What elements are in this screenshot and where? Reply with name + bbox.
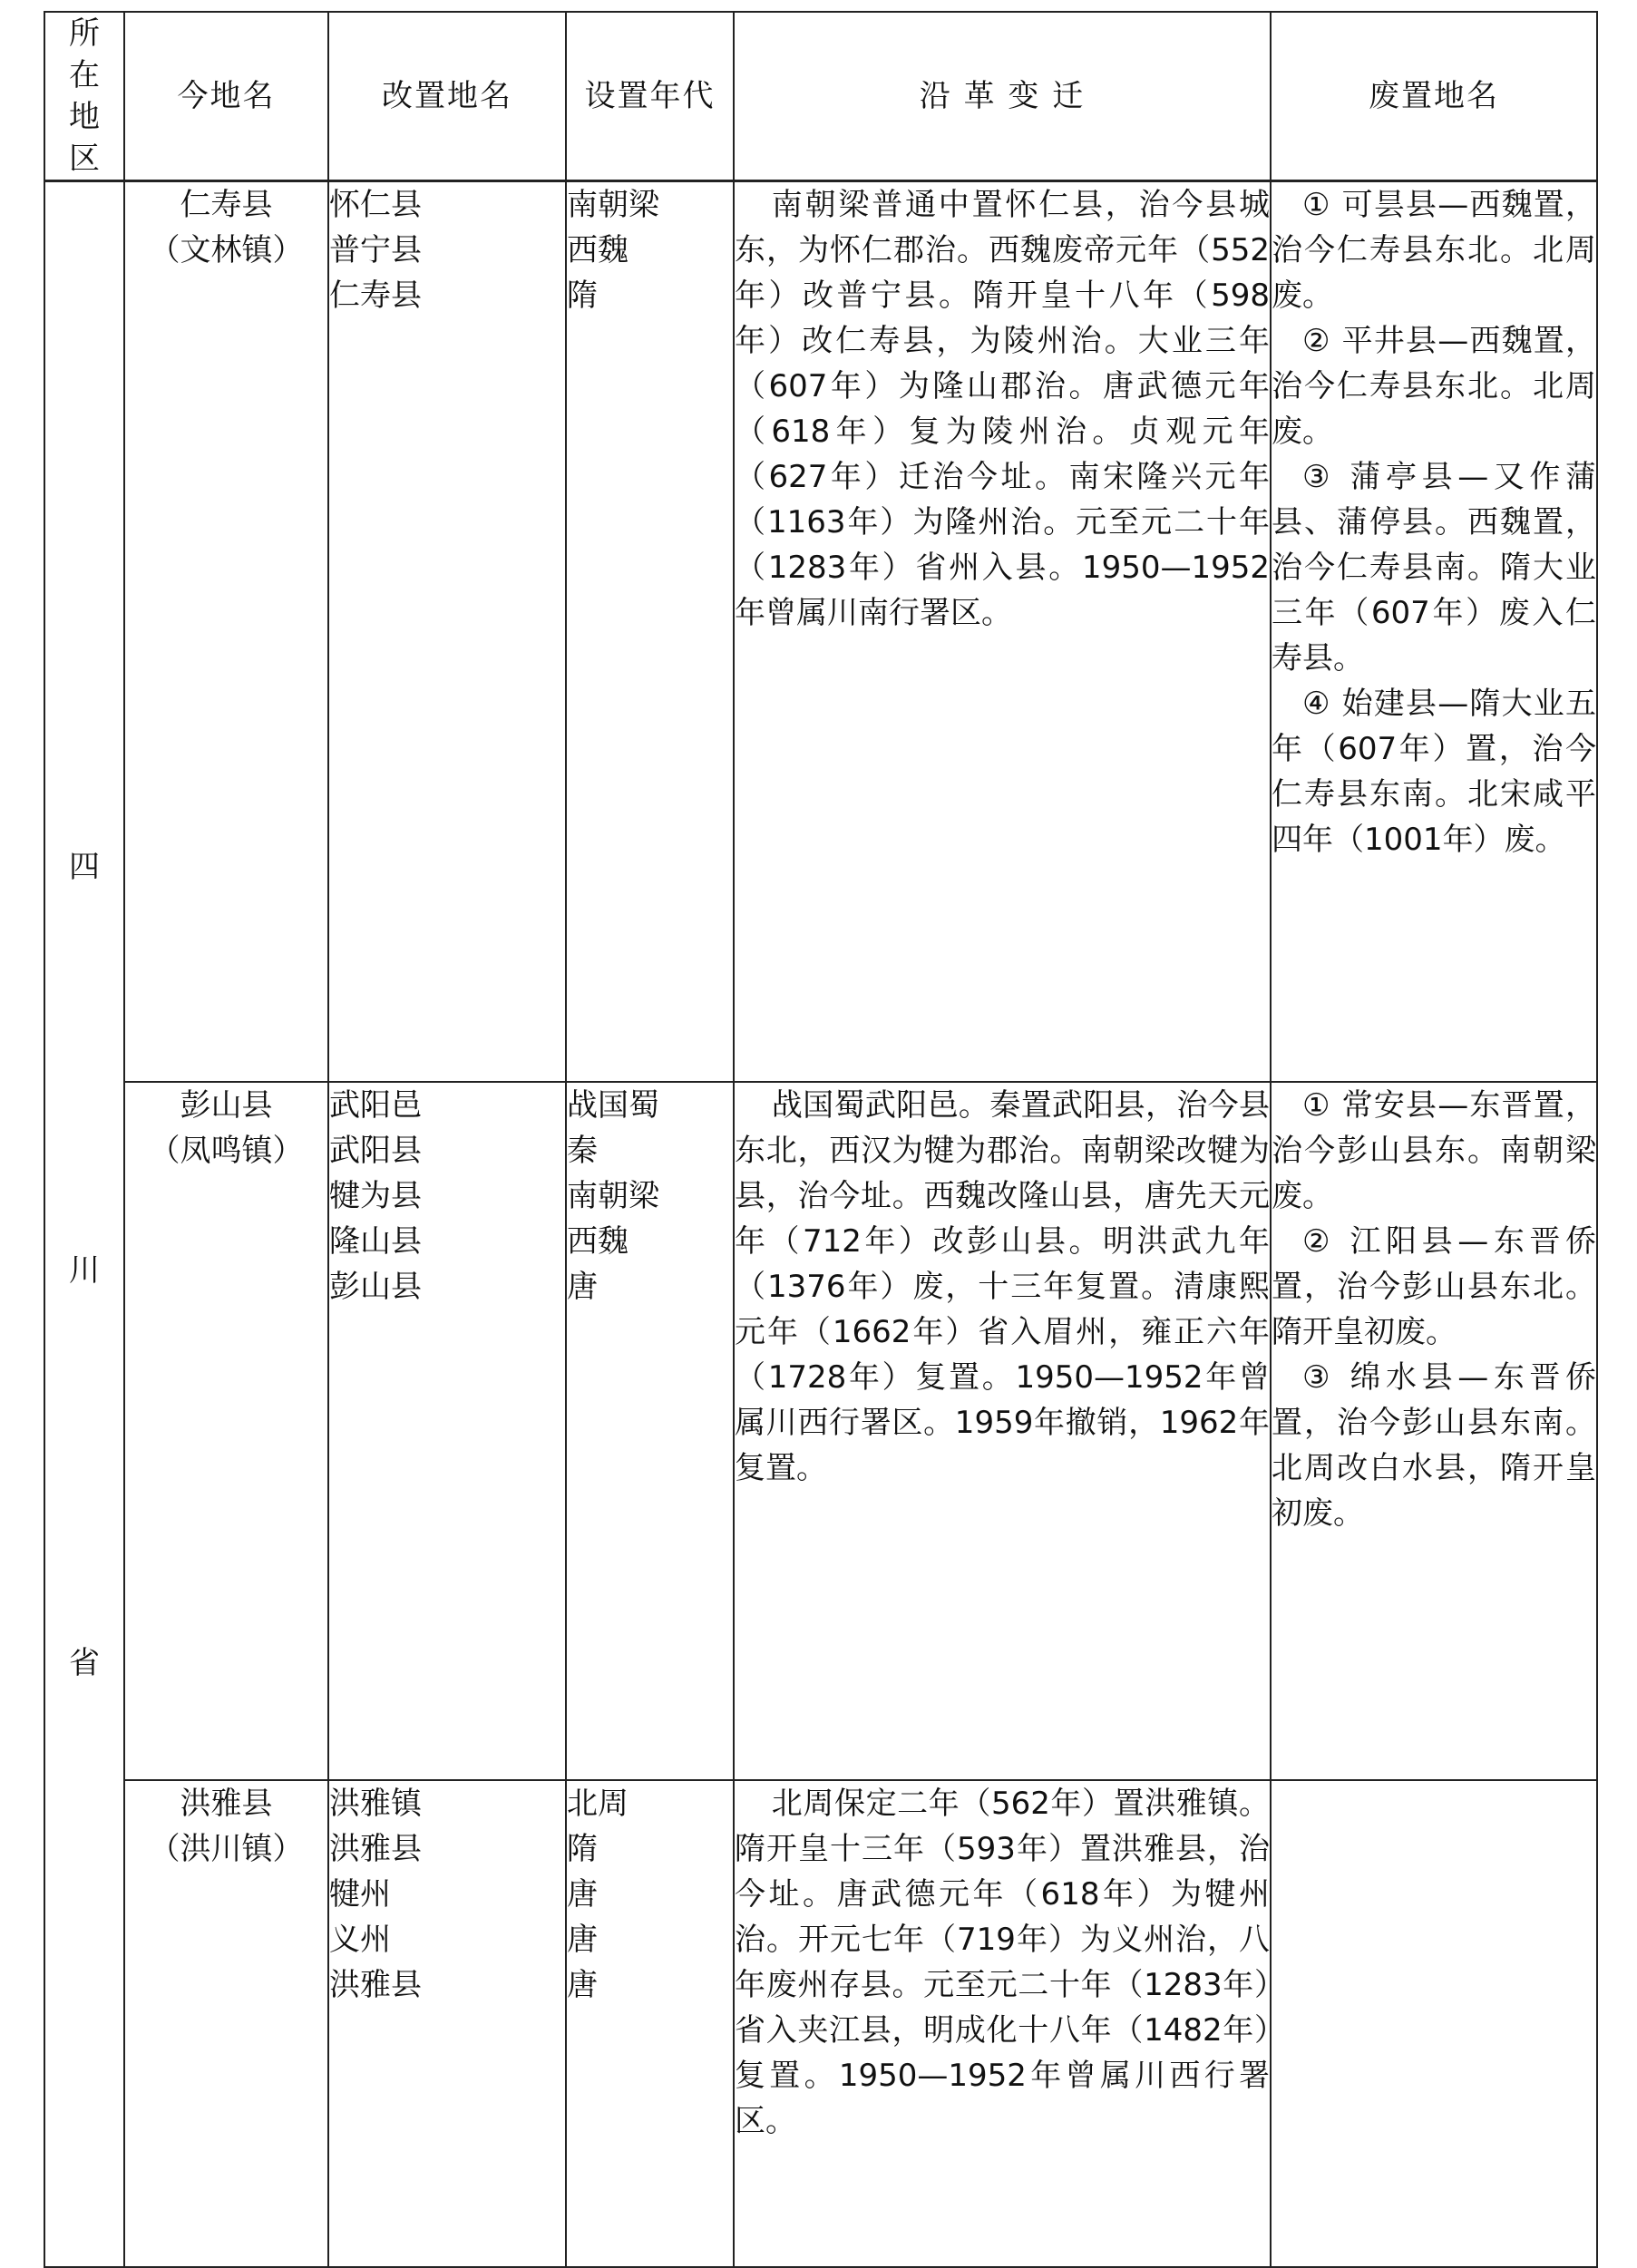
changed-name: 洪雅镇	[329, 1785, 422, 1822]
changed-name: 犍为县	[329, 1177, 422, 1214]
era: 唐	[567, 1875, 598, 1913]
abolished-entry: ① 可昙县—西魏置，治今仁寿县东北。北周废。	[1272, 187, 1596, 314]
era: 南朝梁	[567, 1177, 659, 1214]
header-era: 设置年代	[566, 12, 734, 181]
table-row	[44, 181, 1597, 1082]
era: 唐	[567, 1921, 598, 1958]
era: 隋	[567, 1830, 598, 1867]
changed-name: 仁寿县	[329, 277, 422, 314]
table-row	[44, 1082, 1597, 1780]
era: 唐	[567, 1268, 598, 1305]
current-seat: （凤鸣镇）	[149, 1132, 304, 1169]
region-char: 省	[69, 1645, 100, 1681]
changed-name: 犍州	[329, 1875, 391, 1913]
abolished-entry: ③ 绵水县—东晋侨置，治今彭山县东南。北周改白水县，隋开皇初废。	[1272, 1358, 1596, 1532]
history-text: 南朝梁普通中置怀仁县，治今县城东，为怀仁郡治。西魏废帝元年（552年）改普宁县。隋开皇十八年（598年）改仁寿县，为陵州治。大业三年（607年）为隆山郡治。唐武德元年（618年）复为陵州治。贞观元年（627年）迁治今址。南宋隆兴元年（1163年）为隆州治。元至元二十年（1283年）省州入县。1950—1952年曾属川南行署区。	[735, 187, 1270, 631]
abolished-entry: ④ 始建县—隋大业五年（607年）置，治今仁寿县东南。北宋咸平四年（1001年）废。	[1272, 686, 1596, 858]
era: 隋	[567, 277, 598, 314]
history-cell	[734, 1780, 1271, 2267]
region-char: 川	[69, 1252, 100, 1289]
header-changed-name: 改置地名	[328, 12, 566, 181]
abolished-cell	[1271, 181, 1597, 1082]
current-name: 仁寿县	[180, 187, 273, 223]
header-current-name: 今地名	[124, 12, 328, 181]
era: 北周	[567, 1785, 628, 1822]
table-row	[44, 1780, 1597, 2267]
changed-name: 彭山县	[329, 1268, 422, 1305]
current-name-cell	[124, 181, 328, 1082]
changed-name: 普宁县	[329, 232, 422, 268]
current-seat: （文林镇）	[149, 232, 304, 268]
abolished-entry: ① 常安县—东晋置，治今彭山县东。南朝梁废。	[1272, 1086, 1596, 1214]
header-region-label: 所在地区	[69, 15, 100, 177]
current-seat: （洪川镇）	[149, 1830, 304, 1867]
history-cell	[734, 1082, 1271, 1780]
header-history: 沿 革 变 迁	[734, 12, 1271, 181]
abolished-cell	[1271, 1780, 1597, 2267]
era-cell	[566, 1082, 734, 1780]
era: 南朝梁	[567, 187, 659, 223]
abolished-cell	[1271, 1082, 1597, 1780]
gazetteer-table	[44, 11, 1598, 2268]
header-abolished: 废置地名	[1271, 12, 1597, 181]
era: 秦	[567, 1132, 598, 1169]
era: 唐	[567, 1966, 598, 2003]
current-name: 洪雅县	[180, 1785, 273, 1822]
header-region	[44, 12, 124, 181]
changed-name: 隆山县	[329, 1222, 422, 1260]
changed-name: 怀仁县	[329, 187, 422, 223]
changed-name: 武阳邑	[329, 1086, 422, 1124]
current-name-cell	[124, 1082, 328, 1780]
changed-name: 洪雅县	[329, 1830, 422, 1867]
changed-name: 洪雅县	[329, 1966, 422, 2003]
history-cell	[734, 181, 1271, 1082]
changed-names-cell	[328, 1780, 566, 2267]
current-name: 彭山县	[180, 1086, 273, 1124]
era-cell	[566, 181, 734, 1082]
changed-names-cell	[328, 1082, 566, 1780]
changed-name: 义州	[329, 1921, 391, 1958]
region-char: 四	[69, 849, 100, 885]
region-cell	[44, 181, 124, 2268]
current-name-cell	[124, 1780, 328, 2267]
history-text: 战国蜀武阳邑。秦置武阳县，治今县东北，西汉为犍为郡治。南朝梁改犍为县，治今址。西魏改隆山县，唐先天元年（712年）改彭山县。明洪武九年（1376年）废，十三年复置。清康熙元年（1662年）省入眉州，雍正六年（1728年）复置。1950—1952年曾属川西行署区。1959年撤销，1962年复置。	[735, 1086, 1270, 1486]
header-row	[44, 12, 1597, 181]
era: 西魏	[567, 232, 628, 268]
era: 战国蜀	[567, 1086, 659, 1124]
changed-name: 武阳县	[329, 1132, 422, 1169]
era-cell	[566, 1780, 734, 2267]
abolished-entry: ③ 蒲亭县—又作蒲县、蒲停县。西魏置，治今仁寿县南。隋大业三年（607年）废入仁寿县。	[1272, 459, 1596, 677]
history-text: 北周保定二年（562年）置洪雅镇。隋开皇十三年（593年）置洪雅县，治今址。唐武德元年（618年）为犍州治。开元七年（719年）为义州治，八年废州存县。元至元二十年（1283年）省入夹江县，明成化十八年（1482年）复置。1950—1952年曾属川西行署区。	[735, 1785, 1270, 2139]
changed-names-cell	[328, 181, 566, 1082]
era: 西魏	[567, 1222, 628, 1260]
abolished-entry: ② 江阳县—东晋侨置，治今彭山县东北。隋开皇初废。	[1272, 1222, 1596, 1350]
abolished-entry: ② 平井县—西魏置，治今仁寿县东北。北周废。	[1272, 323, 1596, 450]
